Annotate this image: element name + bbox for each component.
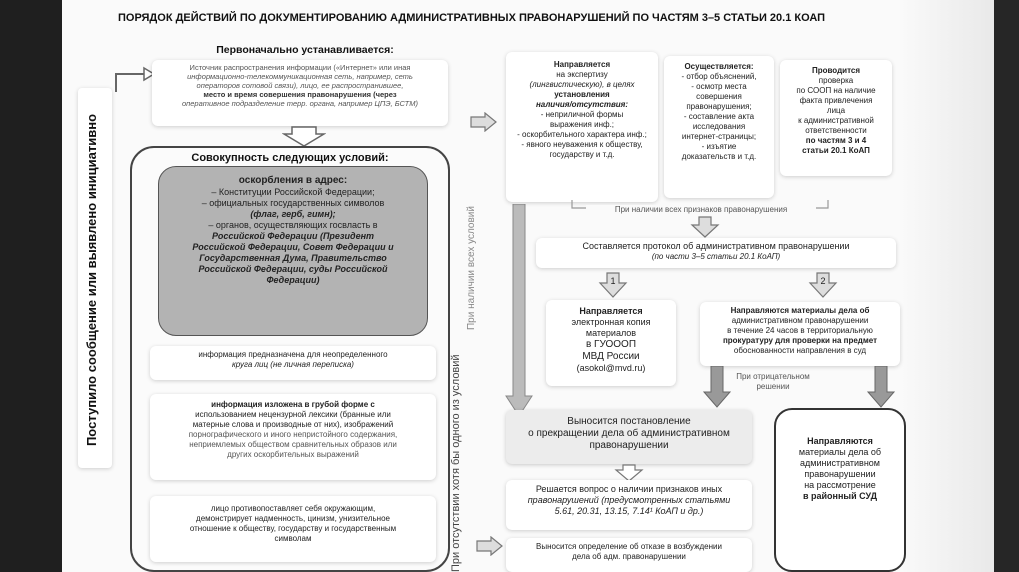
- carried-line-8: интернет-страницы;: [681, 132, 757, 141]
- prosecutor-line-4: прокуратуру для проверки на предмет: [722, 336, 878, 345]
- other-line-1: Решается вопрос о наличии признаков иных: [535, 484, 723, 494]
- side-label: Поступило сообщение или выявлено инициативно: [84, 113, 99, 447]
- court-box: [774, 408, 906, 572]
- gu-box: [546, 300, 676, 386]
- mid-label-present: При наличии всех условий: [466, 206, 477, 330]
- other-line-3: 5.61, 20.31, 13.15, 7.14¹ КоАП и др.): [554, 506, 704, 516]
- carried-line-1: Осуществляется:: [684, 62, 754, 71]
- court-line-3: административном: [800, 458, 880, 468]
- gu-line-2: электронная копия: [571, 317, 651, 327]
- insult-line-6: Российской Федерации (Президент: [211, 231, 375, 241]
- expertise-box: [506, 52, 658, 202]
- court-line-1: Направляются: [807, 436, 873, 446]
- check-line-9: статьи 20.1 КоАП: [802, 146, 870, 155]
- cond3-line-5: неприемлемых обществом сравнительных образов или: [189, 440, 397, 449]
- prosecutor-right-arrow-icon: [866, 366, 896, 408]
- insult-line-8: Государственная Дума, Правительство: [199, 253, 387, 263]
- expertise-line-10: государству и т.д.: [549, 150, 615, 159]
- insult-box: [158, 166, 428, 336]
- terminate-line-2: о прекращении дела об административном: [528, 428, 730, 439]
- protocol-line-2: (по части 3–5 статьи 20.1 КоАП): [651, 252, 781, 261]
- check-line-8: по частям 3 и 4: [805, 136, 867, 145]
- arrow-2-number: 2: [820, 276, 826, 286]
- mid-label-absent: При отсутствии хотя бы одного из условий: [450, 354, 462, 572]
- insult-line-9: Российской Федерации, суды Российской: [198, 264, 388, 274]
- insult-line-3: – официальных государственных символов: [201, 198, 385, 208]
- carried-line-5: правонарушения;: [686, 102, 752, 111]
- carried-line-3: - осмотр места: [691, 82, 747, 91]
- expertise-line-7: выражения инф.;: [549, 120, 615, 129]
- prosecutor-line-3: в течение 24 часов в территориальную: [727, 326, 873, 335]
- check-line-2: проверка: [818, 76, 854, 85]
- other-offenses-box: [506, 480, 752, 530]
- refuse-box: [506, 538, 752, 572]
- prosecutor-box: [700, 302, 900, 366]
- negative-line-2: решении: [756, 382, 790, 391]
- prosecutor-left-arrow-icon: [702, 366, 732, 408]
- expertise-line-5: наличия/отсутствия:: [535, 100, 629, 109]
- insult-line-1: оскорбления в адрес:: [238, 175, 348, 186]
- carried-line-10: доказательств и т.д.: [681, 152, 757, 161]
- gu-line-1: Направляется: [579, 306, 643, 316]
- cond2-line-1: информация предназначена для неопределенного: [198, 350, 388, 359]
- protocol-box: [536, 238, 896, 268]
- gu-line-5: МВД России: [582, 351, 640, 362]
- insult-line-10: Федерации): [266, 275, 320, 285]
- initial-heading: Первоначально устанавливается:: [216, 44, 394, 56]
- check-line-4: факта привлечения: [799, 96, 873, 105]
- gu-line-4: в ГУОООП: [585, 339, 637, 350]
- page-title: ПОРЯДОК ДЕЙСТВИЙ ПО ДОКУМЕНТИРОВАНИЮ АДМИНИСТРАТИВНЫХ ПРАВОНАРУШЕНИЙ ПО ЧАСТЯМ 3–5 СТАТЬИ 20.1 КОАП: [118, 12, 826, 24]
- condition-box-2: [150, 346, 436, 380]
- court-line-6: в районный СУД: [802, 491, 878, 501]
- prosecutor-line-1: Направляются материалы дела об: [730, 306, 870, 315]
- prosecutor-line-5: обоснованности направления в суд: [733, 346, 867, 355]
- gu-line-3: материалов: [585, 328, 637, 338]
- terminate-line-3: правонарушении: [589, 440, 669, 451]
- initial-line-4: место и время совершения правонарушения (через: [203, 90, 397, 99]
- right-page-shade: [900, 0, 994, 572]
- initial-line-2: информационно-телекоммуникационная сеть, например, сеть: [187, 72, 413, 81]
- initial-line-5: оперативное подразделение терр. органа, например ЦПЭ, БСТМ): [181, 99, 419, 108]
- terminate-box: [506, 410, 752, 464]
- check-line-1: Проводится: [811, 66, 861, 75]
- long-down-arrow-icon: [504, 204, 534, 418]
- court-line-2: материалы дела об: [798, 447, 882, 457]
- initial-line-3: операторов сотовой связи), лицо, ее распространившее,: [196, 81, 404, 90]
- protocol-arrow-icon: [690, 216, 720, 238]
- check-line-3: по СООП на наличие: [796, 86, 876, 95]
- expertise-line-3: (лингвистическую), в целях: [529, 80, 635, 89]
- check-line-5: лица: [826, 106, 846, 115]
- arrow-1-number: 1: [610, 276, 616, 286]
- carried-line-9: - изъятие: [701, 142, 737, 151]
- prosecutor-line-2: административном правонарушении: [731, 316, 869, 325]
- cond3-line-3: матерные слова и производные от них), изображений: [192, 420, 394, 429]
- scan-right-edge: [994, 0, 1019, 572]
- expertise-line-6: - неприличной формы: [540, 110, 624, 119]
- carried-line-2: - отбор объяснений,: [681, 72, 757, 81]
- scan-left-edge: [0, 0, 62, 572]
- initial-box: [152, 60, 448, 126]
- expertise-line-4: установления: [554, 90, 610, 99]
- negative-decision-label: [736, 372, 810, 392]
- carried-line-4: совершения: [696, 92, 742, 101]
- other-line-2: правонарушений (предусмотренных статьями: [527, 495, 731, 505]
- gu-line-6: (asokol@mvd.ru): [576, 363, 646, 373]
- protocol-line-1: Составляется протокол об административном правонарушении: [582, 241, 850, 251]
- cond3-line-2: использованием нецензурной лексики (бранные или: [195, 410, 391, 419]
- carried-out-box: [664, 56, 774, 198]
- insult-line-5: – органов, осуществляющих госвласть в: [208, 220, 378, 230]
- refuse-line-1: Выносится определение об отказе в возбуждении: [536, 542, 722, 551]
- cond4-line-2: демонстрирует надменность, цинизм, унизительное: [196, 514, 390, 523]
- condition-box-3: [150, 394, 436, 480]
- all-signs-label: При наличии всех признаков правонарушения: [586, 205, 816, 215]
- expertise-line-8: - оскорбительного характера инф.;: [517, 130, 647, 139]
- expertise-line-2: на экспертизу: [556, 70, 608, 79]
- conditions-heading: Совокупность следующих условий:: [191, 152, 389, 164]
- side-arrow-icon: [110, 64, 158, 94]
- terminate-line-1: Выносится постановление: [567, 416, 691, 427]
- cond3-line-1: информация изложена в грубой форме с: [211, 400, 375, 409]
- initial-line-1: Источник распространения информации («Интернет» или иная: [189, 63, 411, 72]
- refuse-line-2: дела об адм. правонарушении: [572, 552, 686, 561]
- insult-line-7: Российской Федерации, Совет Федерации и: [192, 242, 394, 252]
- cond4-line-1: лицо противопоставляет себя окружающим,: [210, 504, 376, 513]
- cond4-line-4: символам: [274, 534, 312, 543]
- court-line-4: правонарушении: [804, 469, 876, 479]
- expertise-line-1: Направляется: [553, 60, 611, 69]
- cond3-line-4: порнографического и иного непристойного содержания,: [188, 430, 398, 439]
- expertise-line-9: - явного неуважения к обществу,: [521, 140, 643, 149]
- insult-line-4: (флаг, герб, гимн);: [250, 209, 336, 219]
- check-box: [780, 60, 892, 176]
- insult-line-2: – Конституции Российской Федерации;: [211, 187, 375, 197]
- down-arrow-icon: [282, 126, 326, 148]
- cond2-line-2: круга лиц (не личная переписка): [232, 360, 354, 369]
- negative-line-1: При отрицательном: [736, 372, 810, 381]
- carried-line-7: исследования: [692, 122, 746, 131]
- check-line-7: ответственности: [805, 126, 867, 135]
- cond3-line-6: других оскорбительных выражений: [227, 450, 359, 459]
- right-arrow-icon: [470, 112, 498, 132]
- cond4-line-3: отношение к обществу, государству и государственным: [189, 524, 397, 533]
- check-line-6: к административной: [798, 116, 874, 125]
- court-line-5: на рассмотрение: [804, 480, 876, 490]
- carried-line-6: - составление акта: [683, 112, 755, 121]
- condition-box-4: [150, 496, 436, 562]
- right-arrow-bottom-icon: [476, 536, 504, 556]
